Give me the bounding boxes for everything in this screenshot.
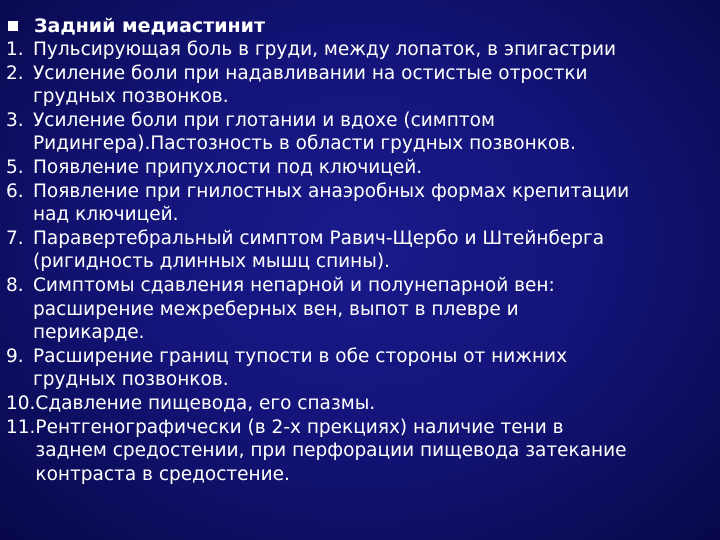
item-line: Расширение границ тупости в обе стороны от нижних [33, 345, 568, 367]
item-number: 11. [6, 416, 36, 438]
item-number: 2. [6, 62, 24, 84]
item-line: Ридингера).Пастозность в области грудных позвонков. [33, 133, 576, 155]
item-line: (ригидность длинных мышц спины). [33, 251, 390, 273]
item-number: 10. [6, 392, 36, 414]
list-item [6, 345, 706, 392]
item-line: над ключицей. [33, 204, 179, 226]
heading-text: Задний медиастинит [34, 15, 265, 37]
slide-content [6, 14, 706, 486]
list-item [6, 227, 706, 274]
item-line: Паравертебральный симптом Равич-Щербо и Штейнберга [33, 227, 605, 249]
item-line: перикарде. [33, 322, 145, 344]
list-item [6, 156, 706, 180]
item-line: грудных позвонков. [33, 369, 229, 391]
list-item [6, 62, 706, 109]
item-line: контраста в средостение. [35, 463, 290, 485]
item-line: Усиление боли при глотании и вдохе (симптом [33, 109, 495, 131]
list-item [6, 416, 706, 487]
item-number: 9. [6, 345, 24, 367]
item-line: заднем средостении, при перфорации пищевода затекание [35, 440, 627, 462]
item-line: грудных позвонков. [33, 86, 229, 108]
list-item [6, 109, 706, 156]
item-line: Появление припухлости под ключицей. [33, 156, 423, 178]
list-item [6, 274, 706, 345]
square-bullet-icon [8, 21, 18, 31]
item-number: 8. [6, 274, 24, 296]
item-line: Усиление боли при надавливании на остистые отростки [33, 62, 588, 84]
list-item [6, 392, 706, 416]
item-line: расширение межреберных вен, выпот в плевре и [33, 298, 519, 320]
item-number: 7. [6, 227, 24, 249]
item-line: Рентгенографически (в 2-х прекциях) наличие тени в [35, 416, 564, 438]
slide-heading [6, 14, 706, 38]
item-line: Появление при гнилостных анаэробных формах крепитации [33, 180, 630, 202]
item-line: Симптомы сдавления непарной и полунепарной вен: [33, 274, 555, 296]
item-number: 6. [6, 180, 24, 202]
list-item [6, 38, 706, 62]
item-number: 1. [6, 39, 24, 60]
item-number: 5. [6, 156, 24, 178]
item-line: Сдавление пищевода, его спазмы. [35, 392, 376, 414]
list-item [6, 180, 706, 227]
item-number: 3. [6, 109, 24, 131]
item-line: Пульсирующая боль в груди, между лопаток, в эпигастрии [33, 39, 617, 60]
